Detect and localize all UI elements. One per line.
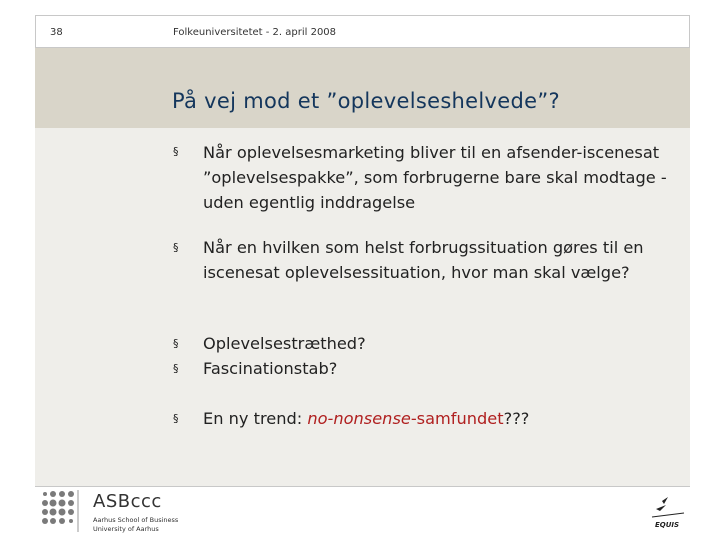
bullet-5-prefix: En ny trend: — [203, 409, 308, 428]
logo-name: ASBccc — [93, 491, 162, 512]
bullet-marker: § — [173, 241, 179, 254]
logo-line-2: University of Aarhus — [93, 525, 159, 533]
bullet-marker: § — [173, 145, 179, 158]
slide-title: På vej mod et ”oplevelseshelvede”? — [172, 89, 560, 113]
title-band — [35, 48, 690, 128]
bullet-4: Fascinationstab? — [203, 359, 338, 378]
equis-logo — [648, 495, 688, 535]
bullet-marker: § — [173, 412, 179, 425]
bullet-1: Når oplevelsesmarketing bliver til en afsender-iscenesat ”oplevelsespakke”, som forbrugerne bare skal modtage - uden egentlig inddragelse — [203, 143, 667, 212]
bullet-5-suffix: ??? — [503, 409, 530, 428]
bullet-5-italic: no-nonsense — [307, 409, 411, 428]
bullet-2: Når en hvilken som helst forbrugssituation gøres til en iscenesat oplevelsessituation, hvor man skal vælge? — [203, 238, 644, 282]
bullet-3: Oplevelsestræthed? — [203, 334, 366, 353]
header-event: Folkeuniversitetet - 2. april 2008 — [173, 27, 337, 38]
asb-dots-logo — [40, 490, 82, 532]
bullet-marker: § — [173, 362, 179, 375]
bullet-marker: § — [173, 337, 179, 350]
equis-label: EQUIS — [655, 521, 680, 529]
bullet-5 — [203, 406, 678, 431]
bullet-5-red: -samfundet — [410, 409, 504, 428]
header-row — [35, 15, 690, 48]
page-number: 38 — [50, 27, 63, 38]
logo-line-1: Aarhus School of Business — [93, 516, 179, 524]
